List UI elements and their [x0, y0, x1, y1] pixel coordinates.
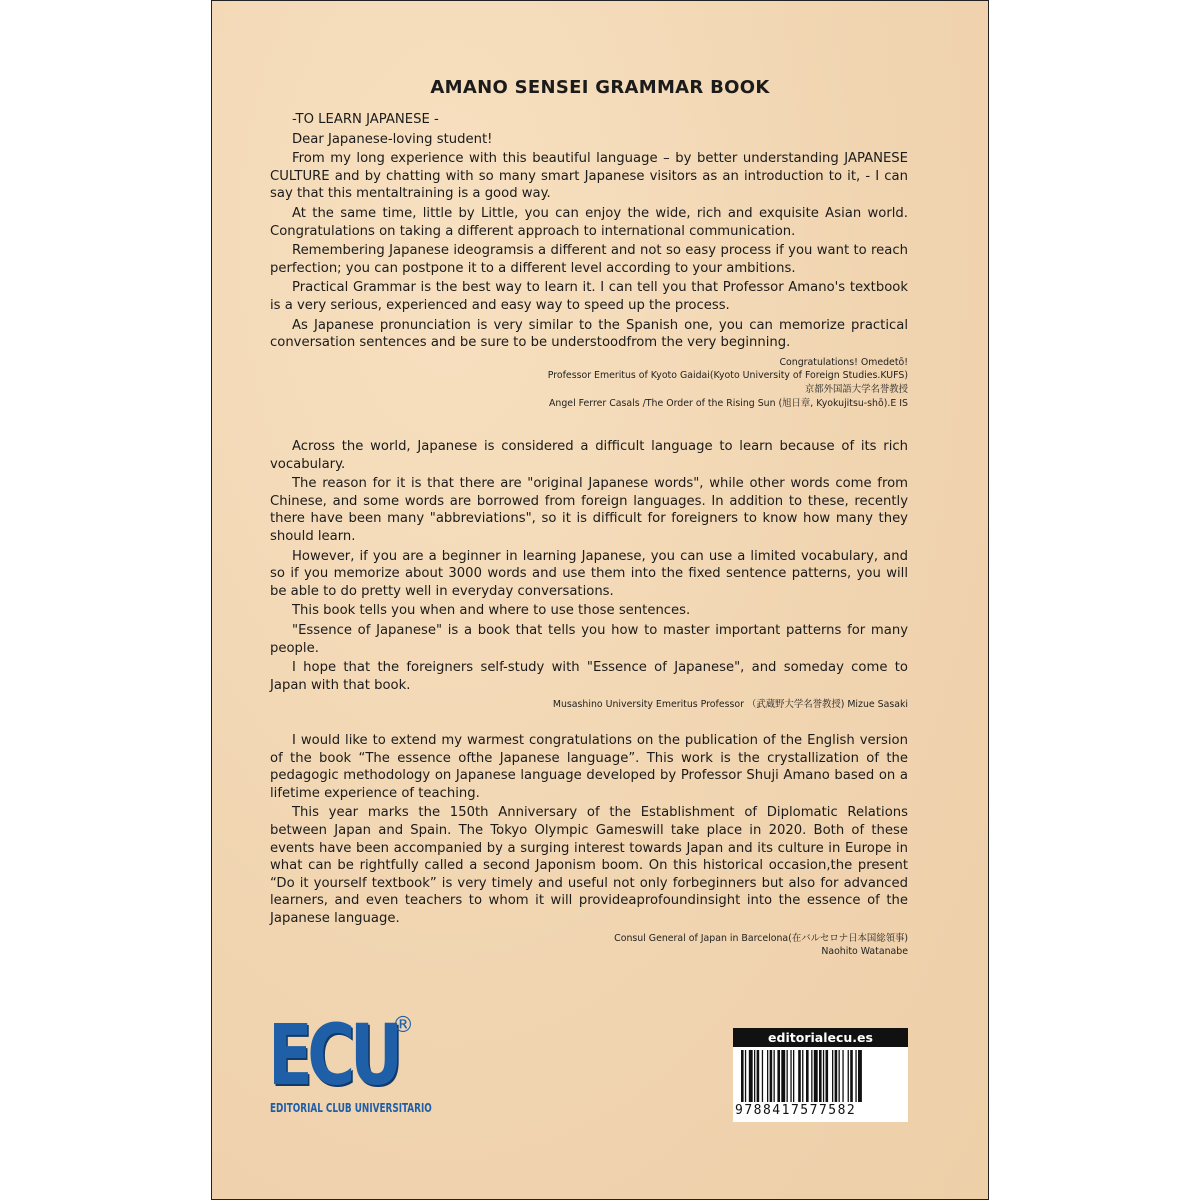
- barcode-area: [733, 1047, 908, 1122]
- paragraph: From my long experience with this beautiful language – by better understanding JAPANESE CULTURE and by chatting with so many smart Japanese visitors as an introduction to it, - I can say that this mentaltraining is a good way.: [270, 151, 908, 202]
- barcode-bar: [835, 1050, 838, 1102]
- section-signature: [270, 932, 908, 959]
- publisher-website: editorialecu.es: [733, 1028, 908, 1047]
- isbn-number: 9788417577582: [735, 1103, 857, 1118]
- signature-line: Naohito Watanabe: [821, 946, 908, 958]
- paragraph: Dear Japanese-loving student!: [292, 131, 493, 147]
- paragraph: -TO LEARN JAPANESE -: [292, 112, 439, 127]
- logo-letters: ECU: [268, 1006, 398, 1104]
- isbn-barcode: [733, 1028, 908, 1122]
- paragraph: "Essence of Japanese" is a book that tells you how to master important patterns for many people.: [270, 622, 908, 656]
- barcode-bar: [787, 1050, 788, 1102]
- paragraph: I would like to extend my warmest congratulations on the publication of the English version of the book “The essence ofthe Japanese language”. This work is the crystallization of the pedagogic methodology on Japanese language developed by Professor Shuji Amano based on a lifetime experience of teaching.: [270, 733, 908, 801]
- paragraph: This book tells you when and where to use those sentences.: [292, 603, 691, 619]
- signature-line: 京都外国語大学名誉教授: [804, 383, 908, 395]
- barcode-bar: [826, 1050, 829, 1102]
- barcode-bar: [823, 1050, 824, 1102]
- registered-mark: ®: [392, 1013, 414, 1038]
- foreword-section-1: [270, 111, 908, 410]
- barcode-bar: [793, 1050, 794, 1102]
- barcode-bar: [762, 1050, 763, 1102]
- barcode-bar: [741, 1050, 744, 1102]
- barcode-bar: [819, 1050, 822, 1102]
- barcode-bar: [839, 1050, 840, 1102]
- barcode-bar: [798, 1050, 801, 1102]
- paragraph: This year marks the 150th Anniversary of the Establishment of Diplomatic Relations between Japan and Spain. The Tokyo Olympic Gameswill take place in 2020. Both of these events have been accompanied by a surging interest towards Japan and its culture in Europe in what can be rightfully called a second Japonism boom. On this historical occasion,the present “Do it yourself textbook” is very timely and useful not only forbeginners but also for advanced learners, and even teachers to whom it will provideaprofoundinsight into the essence of the Japanese language.: [270, 805, 908, 926]
- paragraph: However, if you are a beginner in learning Japanese, you can use a limited vocabulary, and so if you memorize about 3000 words and use them into the fixed sentence patterns, you will be able to do pretty well in everyday conversations.: [270, 548, 908, 599]
- book-title: AMANO SENSEI GRAMMAR BOOK: [430, 77, 770, 98]
- barcode-bar: [757, 1050, 760, 1102]
- barcode-bar: [814, 1050, 818, 1102]
- paragraph: Across the world, Japanese is considered a difficult language to learn because of its rich vocabulary.: [270, 439, 908, 472]
- section-paragraphs: [270, 438, 908, 694]
- barcode-bar: [842, 1050, 843, 1102]
- publisher-logo: [268, 1006, 432, 1128]
- section-paragraphs: [270, 111, 908, 352]
- section-paragraphs: [270, 732, 908, 928]
- barcode-bar: [802, 1050, 803, 1102]
- barcode-bar: [855, 1050, 856, 1102]
- signature-line: Angel Ferrer Casals /The Order of the Rising Sun (旭日章, Kyokujitsu-shō).E IS: [549, 397, 908, 409]
- section-signature: [270, 356, 908, 410]
- barcode-bar: [848, 1050, 849, 1102]
- barcode-bar: [777, 1050, 780, 1102]
- barcode-bar: [850, 1050, 853, 1102]
- signature-line: Congratulations! Omedetō!: [779, 356, 908, 368]
- book-back-cover: [211, 0, 989, 1200]
- signature-line: Musashino University Emeritus Professor （武蔵野大学名誉教授) Mizue Sasaki: [552, 699, 908, 711]
- barcode-bar: [858, 1050, 862, 1102]
- barcode-bar: [770, 1050, 773, 1102]
- barcode-bar: [774, 1050, 775, 1102]
- paragraph: Practical Grammar is the best way to learn it. I can tell you that Professor Amano's textbook is a very serious, experienced and easy way to speed up the process.: [270, 280, 908, 313]
- barcode-bar: [749, 1050, 753, 1102]
- signature-line: Professor Emeritus of Kyoto Gaidai(Kyoto University of Foreign Studies.KUFS): [547, 370, 908, 382]
- signature-line: Consul General of Japan in Barcelona(在バルセロナ日本国総領事): [614, 932, 908, 944]
- barcode-bar: [790, 1050, 791, 1102]
- logo-subtitle: EDITORIAL CLUB UNIVERSITARIO: [270, 1101, 432, 1115]
- foreword-section-2: [270, 438, 908, 712]
- section-signature: [270, 698, 908, 712]
- paragraph: The reason for it is that there are "original Japanese words", while other words come from Chinese, and some words are borrowed from foreign languages. In addition to these, recently there have been many "abbreviations", so it is difficult for foreigners to know how many they should learn.: [270, 476, 908, 544]
- paragraph: Remembering Japanese ideogramsis a different and not so easy process if you want to reach perfection; you can postpone it to a different level according to your ambitions.: [270, 243, 908, 276]
- barcode-bar: [754, 1050, 755, 1102]
- barcode-bar: [781, 1050, 785, 1102]
- barcode-bar: [811, 1050, 812, 1102]
- barcode-bar: [832, 1050, 833, 1102]
- foreword-section-3: [270, 732, 908, 959]
- barcode-bar: [745, 1050, 746, 1102]
- barcode-bars: [741, 1050, 900, 1102]
- barcode-bar: [767, 1050, 768, 1102]
- barcode-bar: [806, 1050, 809, 1102]
- paragraph: As Japanese pronunciation is very similar to the Spanish one, you can memorize practical conversation sentences and be sure to be understoodfrom the very beginning.: [270, 317, 908, 351]
- paragraph: I hope that the foreigners self-study with "Essence of Japanese", and someday come to Japan with that book.: [270, 660, 908, 693]
- paragraph: At the same time, little by Little, you can enjoy the wide, rich and exquisite Asian world. Congratulations on taking a different approach to international communication.: [270, 205, 908, 239]
